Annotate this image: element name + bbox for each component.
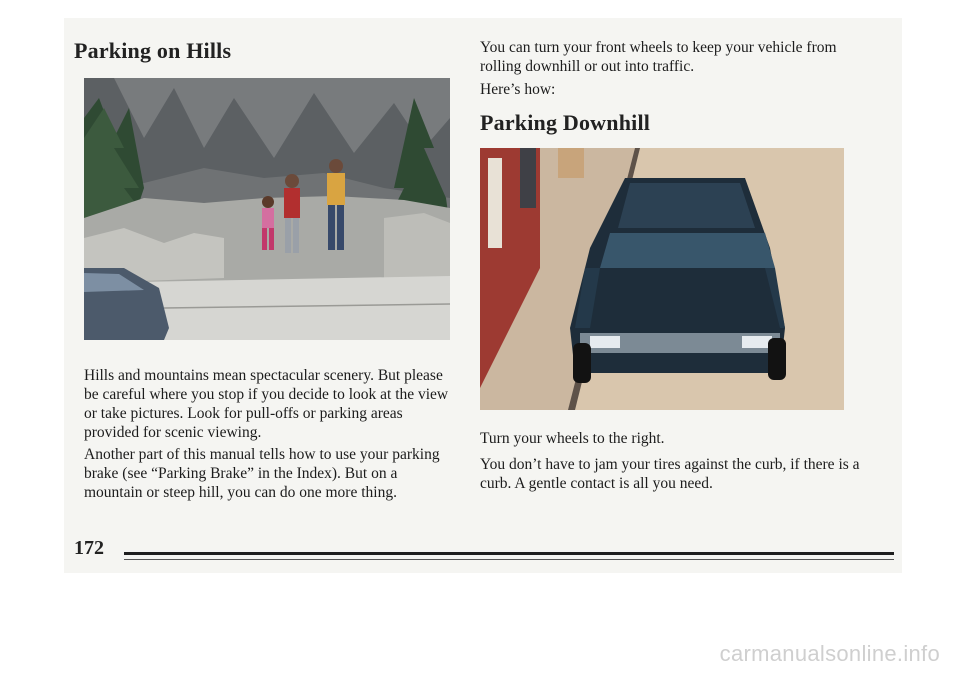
turn-wheels-instruction: Turn your wheels to the right. (480, 430, 665, 447)
footer-rule-thin (124, 559, 894, 560)
footer-rule (124, 552, 894, 555)
parking-downhill-heading: Parking Downhill (480, 110, 651, 135)
parking-downhill-illustration (480, 148, 844, 410)
page-number: 172 (74, 537, 104, 559)
curb-contact-note: You don’t have to jam your tires against the curb, if there is a curb. A gentle contact is all you need. (480, 456, 860, 492)
scenery-paragraph: Hills and mountains mean spectacular scenery. But please be careful where you stop if you decide to look at the view or take pictures. Look for pull-offs or parking areas provided for scenic viewing. (84, 367, 449, 441)
scenic-overlook-illustration (84, 78, 450, 340)
heres-how-text: Here’s how: (480, 81, 556, 98)
front-wheels-intro: You can turn your front wheels to keep your vehicle from rolling downhill or out into traffic. (480, 39, 837, 75)
parking-brake-paragraph: Another part of this manual tells how to use your parking brake (see “Parking Brake” in the Index). But on a mountain or steep hill, you can do one more thing. (84, 446, 440, 501)
parking-on-hills-heading: Parking on Hills (74, 38, 232, 63)
watermark-text: carmanualsonline.info (719, 641, 940, 666)
manual-page (64, 18, 902, 573)
